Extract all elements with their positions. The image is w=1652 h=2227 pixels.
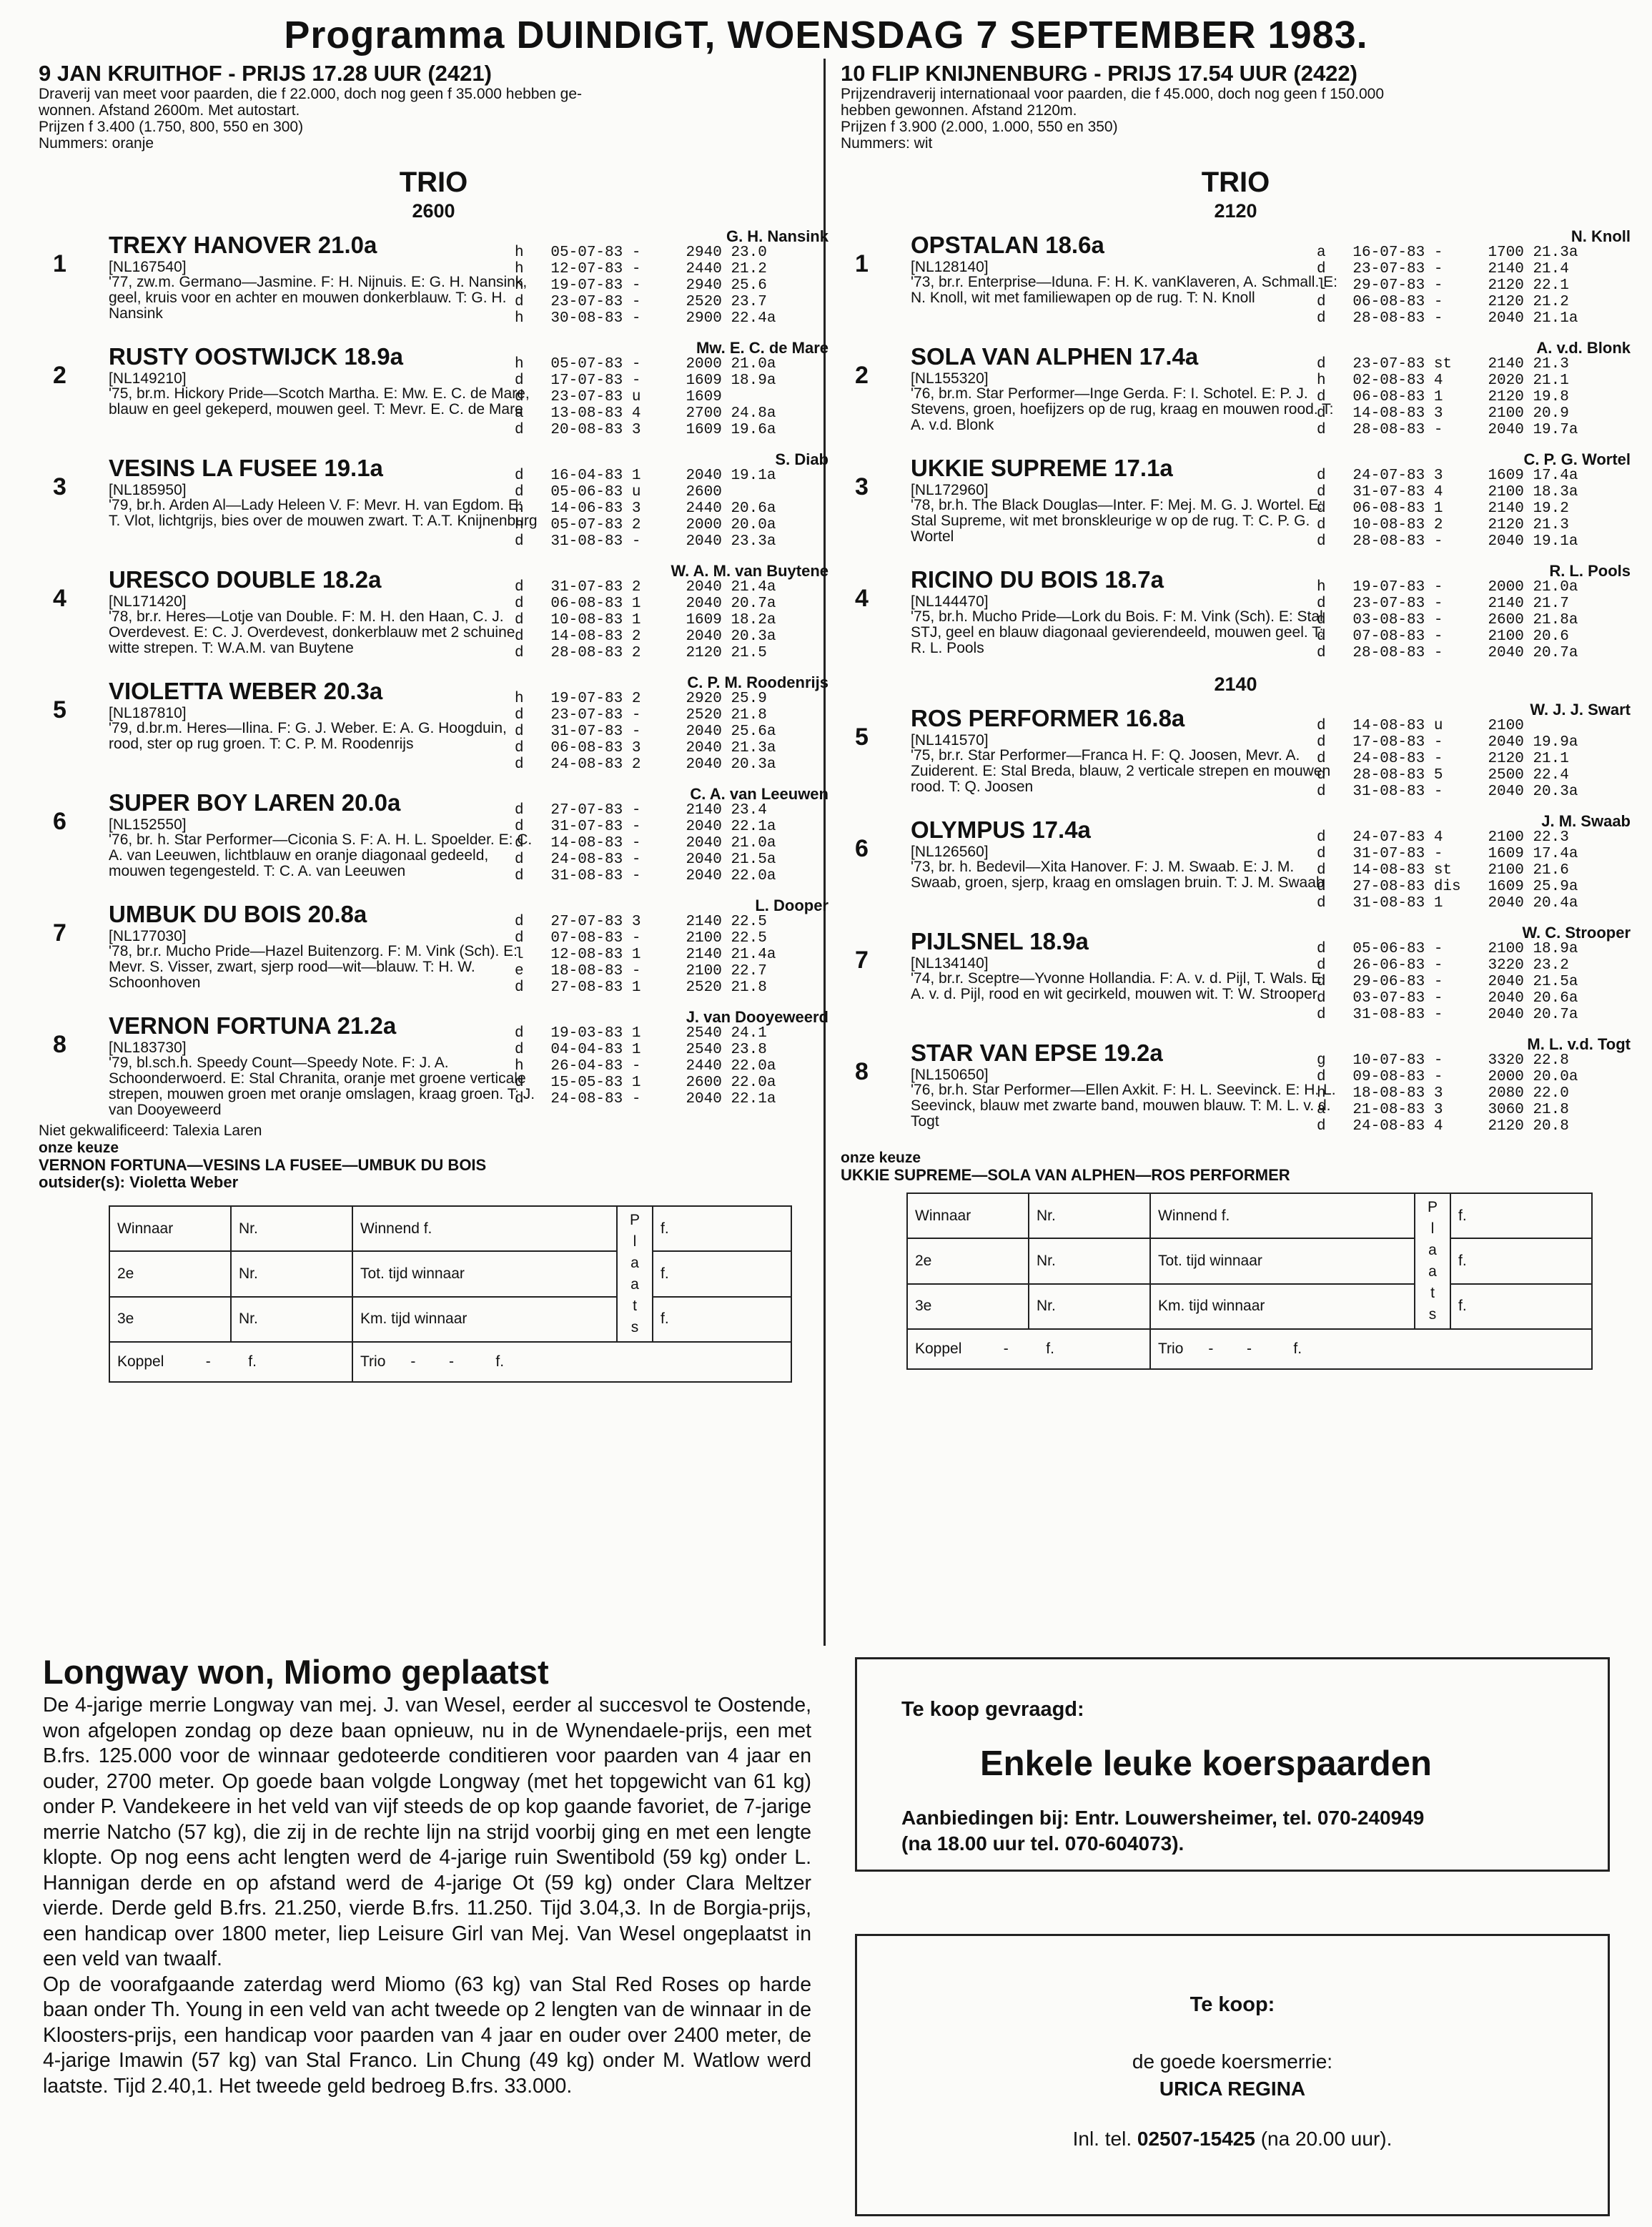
race-description-line: Draverij van meet voor paarden, die f 22.000, doch nog geen f 35.000 hebben ge- xyxy=(39,86,583,102)
performance-line: d 31-08-83 - 2040 20.3a xyxy=(1317,784,1578,800)
horse-performance xyxy=(515,1025,776,1107)
horse-entry xyxy=(39,672,829,784)
performance-line: d 31-07-83 - 2040 25.6a xyxy=(515,724,776,740)
race-left xyxy=(39,61,829,1383)
performance-line: d 19-03-83 1 2540 24.1 xyxy=(515,1025,767,1042)
ad-sale-kicker: Te koop: xyxy=(1189,1993,1275,2016)
horse-performance xyxy=(1317,468,1578,550)
horse-name: STAR VAN EPSE 19.2a xyxy=(911,1040,1163,1066)
horse-name: OLYMPUS 17.4a xyxy=(911,816,1091,843)
outsider: outsider(s): Violetta Weber xyxy=(39,1173,239,1191)
horse-performance xyxy=(1317,579,1578,661)
performance-line: d 31-07-83 - 2040 22.1a xyxy=(515,819,776,835)
form-plaats-label: P l a a t s xyxy=(1415,1193,1450,1329)
horse-name: VERNON FORTUNA 21.2a xyxy=(109,1012,397,1039)
article-paragraph-1: De 4-jarige merrie Longway van mej. J. van Wesel, eerder al succesvol te Oostende, won afgelopen zondag op deze baan opnieuw, nu in de Wynendaele-prijs, een met B.frs. 125.000 voor de winnaar gedoteerde conditieren voor paarden van 4 jaar en ouder, 2700 meter. Op goede baan volgde Longway (met het topgewicht van 61 kg) onder P. Vandekeere in het veld van vijf steeds de op kop gaande favoriet, de 7-jarige merrie Natcho (57 kg), die zij in de rechte lijn na strijd voorbij ging en met een lengte klopte. Op nog eens acht lengten werd de 4-jarige ruin Swentibold (59 kg) onder L. Hannigan derde en op afstand werd de 4-jarige Ot (59 kg) onder Clara Meltzer vierde. Derde geld B.frs. 21.250, vierde B.frs. 11.250. Tijd 3.04,3. In de Borgia-prijs, een handicap over 1800 meter, liep Leisure Girl van Mej. Van Wesel ongeplaatst in een veld van twaalf. xyxy=(43,1694,811,1970)
performance-line: d 24-08-83 2 2040 20.3a xyxy=(515,756,776,773)
ad-sale-phone: Inl. tel. 02507-15425 (na 20.00 uur). xyxy=(1072,2128,1393,2150)
form-field-label: Winnend f. xyxy=(1150,1193,1415,1238)
horse-entry xyxy=(39,1007,829,1118)
horse-registration: [NL141570] xyxy=(911,732,989,749)
distance-heading: 2140 xyxy=(1214,673,1257,695)
form-place-label: 2e xyxy=(109,1251,231,1296)
performance-line: a 21-08-83 3 3060 21.8 xyxy=(1317,1102,1569,1118)
form-place-label: 3e xyxy=(109,1297,231,1342)
horse-name: ROS PERFORMER 16.8a xyxy=(911,705,1185,731)
performance-line: d 31-07-83 - 1609 17.4a xyxy=(1317,846,1578,862)
horse-description: '75, br.h. Mucho Pride—Lork du Bois. F: M. Vink (Sch). E: Stal STJ, geel en blauw diagonaal gevierendeeld, mouwen geel. T: R. L. Pools xyxy=(911,608,1324,656)
horse-number: 5 xyxy=(855,724,869,751)
horse-number: 1 xyxy=(855,250,869,277)
performance-line: h 05-07-83 2 2000 20.0a xyxy=(515,517,776,533)
form-f-label: f. xyxy=(1450,1284,1592,1329)
performance-line: d 28-08-83 - 2040 20.7a xyxy=(1317,645,1578,661)
horse-entry xyxy=(39,561,829,672)
horse-name: UKKIE SUPREME 17.1a xyxy=(911,455,1173,481)
race-title: 10 FLIP KNIJNENBURG - PRIJS 17.54 UUR (2422) xyxy=(841,61,1357,86)
horse-performance xyxy=(515,245,776,327)
horse-description: '73, br. h. Bedevil—Xita Hanover. F: J. M. Swaab. E: J. M. Swaab, groen, sjerp, kraag en omslagen bruin. T: J. M. Swaab xyxy=(911,859,1325,891)
horse-number: 6 xyxy=(53,808,66,835)
performance-line: d 26-06-83 - 3220 23.2 xyxy=(1317,957,1569,974)
performance-line: d 28-08-83 - 2040 19.1a xyxy=(1317,533,1578,550)
horse-trainer: S. Diab xyxy=(775,450,829,468)
horse-performance xyxy=(515,356,776,438)
performance-line: d 24-07-83 3 1609 17.4a xyxy=(1317,468,1578,484)
horse-description: '79, bl.sch.h. Speedy Count—Speedy Note. F: J. A. Schoonderwoerd. E: Stal Chranita, oranje met groene verticale strepen, mouwen groen met oranje omslagen, kraag groen. T: J. van Dooyeweerd xyxy=(109,1055,535,1118)
form-field-label: Km. tijd winnaar xyxy=(1150,1284,1415,1329)
performance-line: d 14-08-83 st 2100 21.6 xyxy=(1317,862,1569,879)
horse-performance xyxy=(515,579,776,661)
horse-registration: [NL152550] xyxy=(109,816,187,833)
horse-trainer: C. A. van Leeuwen xyxy=(690,785,829,803)
performance-line: d 06-08-83 - 2120 21.2 xyxy=(1317,294,1569,310)
horse-description: '78, br.h. The Black Douglas—Inter. F: Mej. M. G. J. Wortel. E: Stal Supreme, wit met bronskleurige w op de rug. T: C. P. G. Wortel xyxy=(911,497,1323,545)
performance-line: d 31-08-83 - 2040 23.3a xyxy=(515,533,776,550)
performance-line: d 23-07-83 - 2520 21.8 xyxy=(515,707,767,724)
performance-line: d 17-07-83 - 1609 18.9a xyxy=(515,372,776,389)
performance-line: d 20-08-83 3 1609 19.6a xyxy=(515,422,776,438)
horse-trainer: Mw. E. C. de Mare xyxy=(696,339,829,357)
form-f-label: f. xyxy=(653,1297,791,1342)
horse-entry xyxy=(841,337,1631,449)
performance-line: d 23-07-83 - 2520 23.7 xyxy=(515,294,767,310)
not-qualified: Niet gekwalificeerd: Talexia Laren xyxy=(39,1122,262,1139)
race-description-line: Prijzendraverij internationaal voor paarden, die f 45.000, doch nog geen f 150.000 xyxy=(841,86,1385,102)
performance-line: d 06-08-83 1 2140 19.2 xyxy=(1317,500,1569,517)
result-form xyxy=(109,1205,792,1383)
distance-heading: 2600 xyxy=(412,200,455,222)
performance-line: a 16-07-83 - 1700 21.3a xyxy=(1317,245,1578,261)
horse-registration: [NL134140] xyxy=(911,955,989,972)
page-title: Programma DUINDIGT, WOENSDAG 7 SEPTEMBER 1983. xyxy=(284,14,1368,56)
horse-description: '79, br.h. Arden Al—Lady Heleen V. F: Mevr. H. van Egdom. E: T. Vlot, lichtgrijs, bies over de mouwen zwart. T: A.T. Knijnenburg xyxy=(109,497,538,529)
performance-line: d 24-08-83 - 2120 21.1 xyxy=(1317,751,1569,767)
horse-registration: [NL177030] xyxy=(109,928,187,944)
form-f-label: f. xyxy=(653,1206,791,1251)
horse-entry xyxy=(39,449,829,561)
horse-number: 7 xyxy=(855,947,869,974)
form-place-label: Winnaar xyxy=(109,1206,231,1251)
form-field-label: Tot. tijd winnaar xyxy=(352,1251,617,1296)
race-description-line: Prijzen f 3.900 (2.000, 1.000, 550 en 350) xyxy=(841,119,1118,135)
form-trio: Trio - - f. xyxy=(352,1342,791,1382)
form-nr-label: Nr. xyxy=(231,1206,352,1251)
performance-line: l 29-07-83 - 2120 22.1 xyxy=(1317,277,1569,294)
horse-registration: [NL185950] xyxy=(109,482,187,498)
horse-registration: [NL183730] xyxy=(109,1040,187,1056)
horse-entry xyxy=(841,1034,1631,1145)
performance-line: h 19-07-83 2 2920 25.9 xyxy=(515,691,767,707)
performance-line: d 15-05-83 1 2600 22.0a xyxy=(515,1075,776,1091)
article-paragraph-2: Op de voorafgaande zaterdag werd Miomo (63 kg) van Stal Red Roses op harde baan onder Th. Young in een veld van acht tweede op 2 lengten van de winnaar in de Kloosters-prijs, een handicap voor paarden van 4 jaar en ouder over 2400 meter, de 4-jarige Imawin (57 kg) van Stal Franco. Lin Chung (49 kg) onder M. Watlow werd laatste. Tijd 2.40,1. Het tweede geld bedroeg B.frs. 33.000. xyxy=(43,1972,811,2098)
performance-line: d 14-08-83 3 2100 20.9 xyxy=(1317,405,1569,422)
horse-registration: [NL171420] xyxy=(109,593,187,610)
horse-name: RUSTY OOSTWIJCK 18.9a xyxy=(109,343,404,370)
onze-keuze-label: onze keuze xyxy=(39,1140,119,1156)
performance-line: h 18-08-83 3 2080 22.0 xyxy=(1317,1085,1569,1102)
form-trio: Trio - - f. xyxy=(1150,1329,1592,1369)
horse-performance xyxy=(1317,829,1578,912)
horse-description: '77, zw.m. Germano—Jasmine. F: H. Nijnuis. E: G. H. Nansink, geel, kruis voor en achter en mouwen donkerblauw. T: G. H. Nansink xyxy=(109,274,528,322)
horse-entry xyxy=(841,561,1631,672)
performance-line: d 24-07-83 4 2100 22.3 xyxy=(1317,829,1569,846)
horse-entry xyxy=(841,226,1631,337)
performance-line: d 28-08-83 - 2040 19.7a xyxy=(1317,422,1578,438)
horse-name: OPSTALAN 18.6a xyxy=(911,232,1104,258)
horse-description: '75, br.m. Hickory Pride—Scotch Martha. E: Mw. E. C. de Mare, blauw en geel gekeperd, mouwen geel. T: Mevr. E. C. de Mare xyxy=(109,385,530,418)
horse-number: 6 xyxy=(855,835,869,862)
performance-line: d 06-08-83 3 2040 21.3a xyxy=(515,740,776,756)
article-headline: Longway won, Miomo geplaatst xyxy=(43,1653,549,1691)
performance-line: d 10-08-83 2 2120 21.3 xyxy=(1317,517,1569,533)
horse-name: RICINO DU BOIS 18.7a xyxy=(911,566,1164,593)
ad-sale-line: de goede koersmerrie: xyxy=(1132,2050,1333,2073)
form-f-label: f. xyxy=(653,1251,791,1296)
performance-line: d 31-08-83 - 2040 20.7a xyxy=(1317,1007,1578,1023)
performance-line: d 31-07-83 2 2040 21.4a xyxy=(515,579,776,596)
horse-name: SOLA VAN ALPHEN 17.4a xyxy=(911,343,1199,370)
performance-line: d 07-08-83 - 2100 22.5 xyxy=(515,930,767,947)
horse-trainer: N. Knoll xyxy=(1571,227,1631,245)
horse-description: '78, br.r. Heres—Lotje van Double. F: M. H. den Haan, C. J. Overdevest. E: C. J. Overdevest, donkerblauw met 2 schuine witte strepen. T: W.A.M. van Buytene xyxy=(109,608,515,656)
performance-line: d 28-08-83 2 2120 21.5 xyxy=(515,645,767,661)
horse-name: VESINS LA FUSEE 19.1a xyxy=(109,455,383,481)
form-koppel: Koppel - f. xyxy=(907,1329,1150,1369)
horse-description: '74, br.r. Sceptre—Yvonne Hollandia. F: A. v. d. Pijl, T. Wals. E: A. v. d. Pijl, rood en wit gecirkeld, mouwen wit. T: W. Strooper xyxy=(911,970,1326,1002)
horse-number: 2 xyxy=(53,362,66,389)
performance-line: d 29-06-83 - 2040 21.5a xyxy=(1317,974,1578,990)
performance-line: d 31-08-83 - 2040 22.0a xyxy=(515,868,776,884)
race-description-line: Nummers: oranje xyxy=(39,135,154,152)
horse-trainer: W. A. M. van Buytene xyxy=(671,562,829,580)
horse-entry xyxy=(39,784,829,895)
performance-line: d 27-07-83 - 2140 23.4 xyxy=(515,802,767,819)
performance-line: d 03-08-83 - 2600 21.8a xyxy=(1317,612,1578,628)
performance-line: h 05-07-83 - 2940 23.0 xyxy=(515,245,767,261)
performance-line: e 18-08-83 - 2100 22.7 xyxy=(515,963,767,979)
race-description-line: Prijzen f 3.400 (1.750, 800, 550 en 300) xyxy=(39,119,304,135)
horse-trainer: J. M. Swaab xyxy=(1541,812,1631,830)
performance-line: d 17-08-83 - 2040 19.9a xyxy=(1317,734,1578,751)
form-field-label: Km. tijd winnaar xyxy=(352,1297,617,1342)
horse-number: 8 xyxy=(53,1031,66,1058)
horse-name: PIJLSNEL 18.9a xyxy=(911,928,1089,954)
performance-line: d 14-08-83 u 2100 xyxy=(1317,718,1524,734)
performance-line: h 30-08-83 - 2900 22.4a xyxy=(515,310,776,327)
onze-keuze: VERNON FORTUNA—VESINS LA FUSEE—UMBUK DU BOIS xyxy=(39,1156,487,1174)
horse-performance xyxy=(1317,941,1578,1023)
horse-performance xyxy=(1317,1052,1578,1135)
performance-line: d 24-08-83 4 2120 20.8 xyxy=(1317,1118,1569,1135)
horse-description: '79, d.br.m. Heres—Ilina. F: G. J. Weber. E: A. G. Hoogduin, rood, ster op rug groen. T: C. P. M. Roodenrijs xyxy=(109,720,507,752)
horse-registration: [NL128140] xyxy=(911,259,989,275)
horse-registration: [NL172960] xyxy=(911,482,989,498)
race-title: 9 JAN KRUITHOF - PRIJS 17.28 UUR (2421) xyxy=(39,61,492,86)
performance-line: d 27-08-83 dis 1609 25.9a xyxy=(1317,879,1578,895)
horse-number: 3 xyxy=(53,473,66,500)
performance-line: d 27-08-83 1 2520 21.8 xyxy=(515,979,767,996)
performance-line: d 28-08-83 5 2500 22.4 xyxy=(1317,767,1569,784)
performance-line: d 23-07-83 st 2140 21.3 xyxy=(1317,356,1569,372)
performance-line: d 10-08-83 1 1609 18.2a xyxy=(515,612,776,628)
distance-heading: 2120 xyxy=(1214,200,1257,222)
horse-performance xyxy=(515,468,776,550)
ad-wanted-kicker: Te koop gevraagd: xyxy=(901,1698,1084,1721)
horse-name: VIOLETTA WEBER 20.3a xyxy=(109,678,383,704)
horse-number: 3 xyxy=(855,473,869,500)
performance-line: d 24-08-83 - 2040 21.5a xyxy=(515,851,776,868)
horse-trainer: M. L. v.d. Togt xyxy=(1527,1035,1631,1053)
form-field-label: Winnend f. xyxy=(352,1206,617,1251)
performance-line: a 13-08-83 4 2700 24.8a xyxy=(515,405,776,422)
horse-performance xyxy=(515,802,776,884)
horse-number: 2 xyxy=(855,362,869,389)
form-place-label: Winnaar xyxy=(907,1193,1029,1238)
form-place-label: 2e xyxy=(907,1238,1029,1283)
performance-line: d 23-07-83 - 2140 21.7 xyxy=(1317,596,1569,612)
performance-line: g 10-07-83 - 3320 22.8 xyxy=(1317,1052,1569,1069)
performance-line: d 05-06-83 - 2100 18.9a xyxy=(1317,941,1578,957)
race-description-line: Nummers: wit xyxy=(841,135,933,152)
horse-description: '75, br.r. Star Performer—Franca H. F: Q. Joosen, Mevr. A. Zuiderent. E: Stal Breda, blauw, 2 verticale strepen en mouwen rood. T: Q. Joosen xyxy=(911,747,1331,795)
form-plaats-label: P l a a t s xyxy=(617,1206,653,1342)
form-nr-label: Nr. xyxy=(1029,1193,1150,1238)
performance-line: h 12-07-83 - 2440 21.2 xyxy=(515,261,767,277)
performance-line: d 28-08-83 - 2040 21.1a xyxy=(1317,310,1578,327)
race-right xyxy=(841,61,1631,1370)
horse-number: 1 xyxy=(53,250,66,277)
ad-for-sale xyxy=(855,1934,1610,2216)
horse-name: URESCO DOUBLE 18.2a xyxy=(109,566,382,593)
horse-trainer: G. H. Nansink xyxy=(726,227,829,245)
race-description-line: hebben gewonnen. Afstand 2120m. xyxy=(841,102,1077,119)
performance-line: d 16-04-83 1 2040 19.1a xyxy=(515,468,776,484)
performance-line: h 14-06-83 3 2440 20.6a xyxy=(515,500,776,517)
horse-performance xyxy=(1317,356,1578,438)
horse-trainer: R. L. Pools xyxy=(1549,562,1631,580)
form-nr-label: Nr. xyxy=(1029,1238,1150,1283)
performance-line: d 31-07-83 4 2100 18.3a xyxy=(1317,484,1578,500)
ad-sale-horse: URICA REGINA xyxy=(1159,2078,1306,2100)
ad-wanted-headline: Enkele leuke koerspaarden xyxy=(980,1744,1432,1783)
horse-trainer: L. Dooper xyxy=(755,897,829,914)
ad-wanted xyxy=(855,1657,1610,1872)
form-nr-label: Nr. xyxy=(231,1251,352,1296)
horse-registration: [NL144470] xyxy=(911,593,989,610)
horse-entry xyxy=(841,449,1631,561)
performance-line: d 31-08-83 1 2040 20.4a xyxy=(1317,895,1578,912)
horse-registration: [NL150650] xyxy=(911,1067,989,1083)
performance-line: d 07-08-83 - 2100 20.6 xyxy=(1317,628,1569,645)
horse-trainer: C. P. G. Wortel xyxy=(1523,450,1631,468)
horse-number: 8 xyxy=(855,1058,869,1085)
performance-line: d 23-07-83 - 2140 21.4 xyxy=(1317,261,1569,277)
horse-number: 7 xyxy=(53,919,66,947)
horse-description: '76, br.h. Star Performer—Ellen Axkit. F: H. L. Seevinck. E: H. L. Seevinck, blauw met zwarte band, mouwen blauw. T: M. L. v. d. Togt xyxy=(911,1082,1336,1130)
horse-name: UMBUK DU BOIS 20.8a xyxy=(109,901,367,927)
horse-registration: [NL149210] xyxy=(109,370,187,387)
performance-line: d 03-07-83 - 2040 20.6a xyxy=(1317,990,1578,1007)
horse-trainer: W. C. Strooper xyxy=(1522,924,1631,942)
performance-line: d 04-04-83 1 2540 23.8 xyxy=(515,1042,767,1058)
horse-registration: [NL187810] xyxy=(109,705,187,721)
horse-registration: [NL126560] xyxy=(911,844,989,860)
horse-performance xyxy=(515,691,776,773)
performance-line: d 06-08-83 1 2120 19.8 xyxy=(1317,389,1569,405)
horse-description: '76, br. h. Star Performer—Ciconia S. F: A. H. L. Spoelder. E: C. A. van Leeuwen, lichtblauw en oranje diagonaal gedeeld, mouwen tegengesteld. T: C. A. van Leeuwen xyxy=(109,831,533,879)
horse-description: '76, br.m. Star Performer—Inge Gerda. F: I. Schotel. E: P. J. Stevens, groen, hoefijzers op de rug, kraag en mouwen rood. T: A. v.d. Blonk xyxy=(911,385,1334,433)
performance-line: d 23-07-83 u 1609 xyxy=(515,389,722,405)
bet-type: TRIO xyxy=(399,167,468,198)
result-form xyxy=(906,1192,1593,1370)
race-description-line: wonnen. Afstand 2600m. Met autostart. xyxy=(39,102,300,119)
performance-line: h 19-07-83 - 2940 25.6 xyxy=(515,277,767,294)
onze-keuze: UKKIE SUPREME—SOLA VAN ALPHEN—ROS PERFORMER xyxy=(841,1166,1290,1184)
performance-line: l 12-08-83 1 2140 21.4a xyxy=(515,947,776,963)
bet-type: TRIO xyxy=(1201,167,1270,198)
form-f-label: f. xyxy=(1450,1238,1592,1283)
performance-line: d 27-07-83 3 2140 22.5 xyxy=(515,914,767,930)
performance-line: d 06-08-83 1 2040 20.7a xyxy=(515,596,776,612)
horse-number: 4 xyxy=(53,585,66,612)
performance-line: d 14-08-83 2 2040 20.3a xyxy=(515,628,776,645)
horse-trainer: J. van Dooyeweerd xyxy=(686,1008,829,1026)
performance-line: h 05-07-83 - 2000 21.0a xyxy=(515,356,776,372)
horse-number: 5 xyxy=(53,696,66,724)
news-article xyxy=(43,1651,811,2099)
horse-entry xyxy=(39,895,829,1007)
horse-description: '78, br.r. Mucho Pride—Hazel Buitenzorg. F: M. Vink (Sch). E: Mevr. S. Visser, zwart, sjerp rood—wit—blauw. T: H. W. Schoonhoven xyxy=(109,943,518,991)
form-nr-label: Nr. xyxy=(231,1297,352,1342)
performance-line: h 19-07-83 - 2000 21.0a xyxy=(1317,579,1578,596)
horse-description: '73, br.r. Enterprise—Iduna. F: H. K. vanKlaveren, A. Schmall. E: N. Knoll, wit met familiewapen op de rug. T: N. Knoll xyxy=(911,274,1337,306)
horse-name: SUPER BOY LAREN 20.0a xyxy=(109,789,401,816)
horse-trainer: A. v.d. Blonk xyxy=(1536,339,1631,357)
performance-line: h 26-04-83 - 2440 22.0a xyxy=(515,1058,776,1075)
horse-performance xyxy=(1317,245,1578,327)
horse-entry xyxy=(841,699,1631,811)
onze-keuze-label: onze keuze xyxy=(841,1150,921,1166)
horse-entry xyxy=(39,337,829,449)
form-field-label: Tot. tijd winnaar xyxy=(1150,1238,1415,1283)
form-f-label: f. xyxy=(1450,1193,1592,1238)
horse-entry xyxy=(39,226,829,337)
horse-name: TREXY HANOVER 21.0a xyxy=(109,232,377,258)
horse-registration: [NL167540] xyxy=(109,259,187,275)
horse-registration: [NL155320] xyxy=(911,370,989,387)
performance-line: h 02-08-83 4 2020 21.1 xyxy=(1317,372,1569,389)
horse-trainer: C. P. M. Roodenrijs xyxy=(687,673,829,691)
horse-performance xyxy=(1317,718,1578,800)
horse-entry xyxy=(841,811,1631,922)
performance-line: d 14-08-83 - 2040 21.0a xyxy=(515,835,776,851)
performance-line: d 05-06-83 u 2600 xyxy=(515,484,722,500)
form-koppel: Koppel - f. xyxy=(109,1342,352,1382)
performance-line: d 09-08-83 - 2000 20.0a xyxy=(1317,1069,1578,1085)
horse-entry xyxy=(841,922,1631,1034)
form-nr-label: Nr. xyxy=(1029,1284,1150,1329)
ad-wanted-contact: Aanbiedingen bij: Entr. Louwersheimer, tel. 070-240949 (na 18.00 uur tel. 070-604073). xyxy=(901,1807,1425,1855)
horse-number: 4 xyxy=(855,585,869,612)
horse-trainer: W. J. J. Swart xyxy=(1530,701,1631,719)
horse-performance xyxy=(515,914,776,996)
performance-line: d 24-08-83 - 2040 22.1a xyxy=(515,1091,776,1107)
form-place-label: 3e xyxy=(907,1284,1029,1329)
